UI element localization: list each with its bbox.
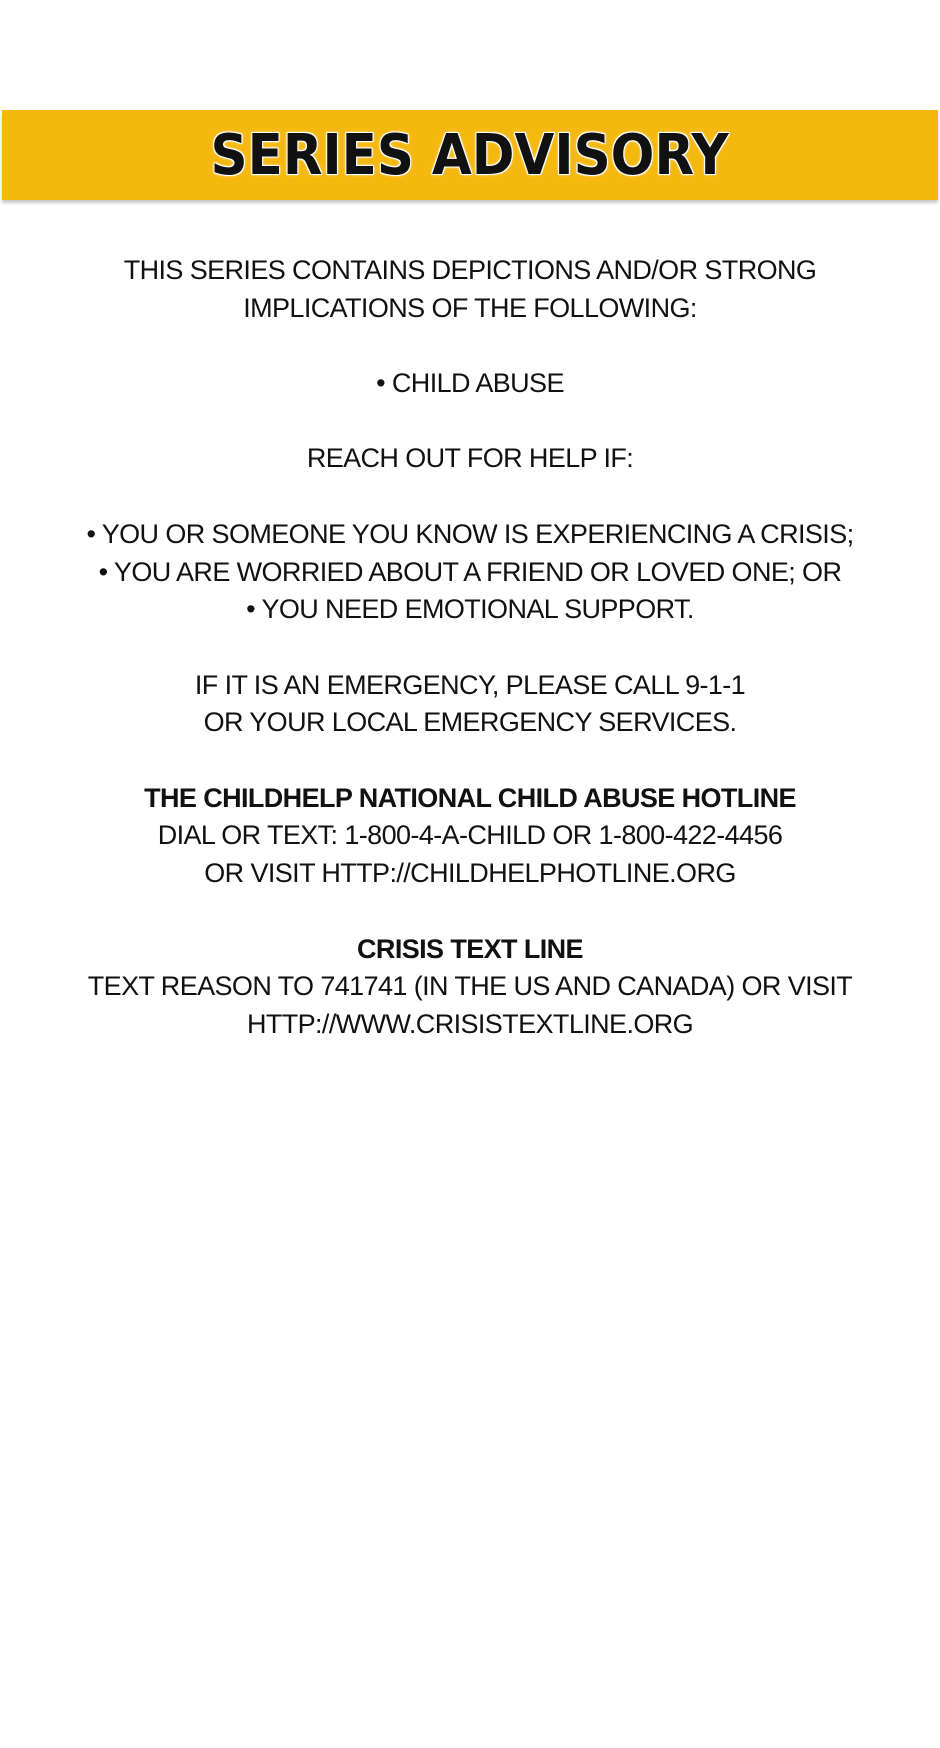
help-item-crisis: • YOU OR SOMEONE YOU KNOW IS EXPERIENCING A CRISIS;	[86, 518, 854, 549]
intro-line-1: THIS SERIES CONTAINS DEPICTIONS AND/OR STRONG	[123, 255, 817, 285]
spacer	[0, 478, 940, 516]
spacer	[0, 629, 940, 667]
childhelp-dial-line: DIAL OR TEXT: 1-800-4-A-CHILD OR 1-800-422-4456	[157, 820, 783, 851]
childhelp-hotline-name: THE CHILDHELP NATIONAL CHILD ABUSE HOTLINE	[144, 782, 796, 813]
crisis-text-line-name: CRISIS TEXT LINE	[357, 933, 583, 964]
spacer	[0, 742, 940, 780]
help-heading: REACH OUT FOR HELP IF:	[306, 443, 634, 474]
help-item-worried: • YOU ARE WORRIED ABOUT A FRIEND OR LOVED ONE; OR	[98, 556, 842, 587]
childhelp-visit-line: OR VISIT HTTP://CHILDHELPHOTLINE.ORG	[204, 858, 736, 889]
advisory-body	[0, 252, 940, 1044]
intro-line-2: IMPLICATIONS OF THE FOLLOWING:	[243, 292, 697, 323]
topic-item: • CHILD ABUSE	[376, 368, 564, 399]
advisory-banner	[2, 110, 938, 200]
banner-title: SERIES ADVISORY	[210, 122, 730, 188]
help-item-support: • YOU NEED EMOTIONAL SUPPORT.	[246, 594, 694, 625]
crisis-text-line-url: HTTP://WWW.CRISISTEXTLINE.ORG	[246, 1008, 694, 1039]
crisis-text-line-text: TEXT REASON TO 741741 (IN THE US AND CANADA) OR VISIT	[87, 971, 853, 1002]
spacer	[0, 403, 940, 441]
spacer	[0, 327, 940, 365]
emergency-line-1: IF IT IS AN EMERGENCY, PLEASE CALL 9-1-1	[194, 669, 746, 700]
emergency-line-2: OR YOUR LOCAL EMERGENCY SERVICES.	[203, 707, 737, 738]
spacer	[0, 893, 940, 931]
